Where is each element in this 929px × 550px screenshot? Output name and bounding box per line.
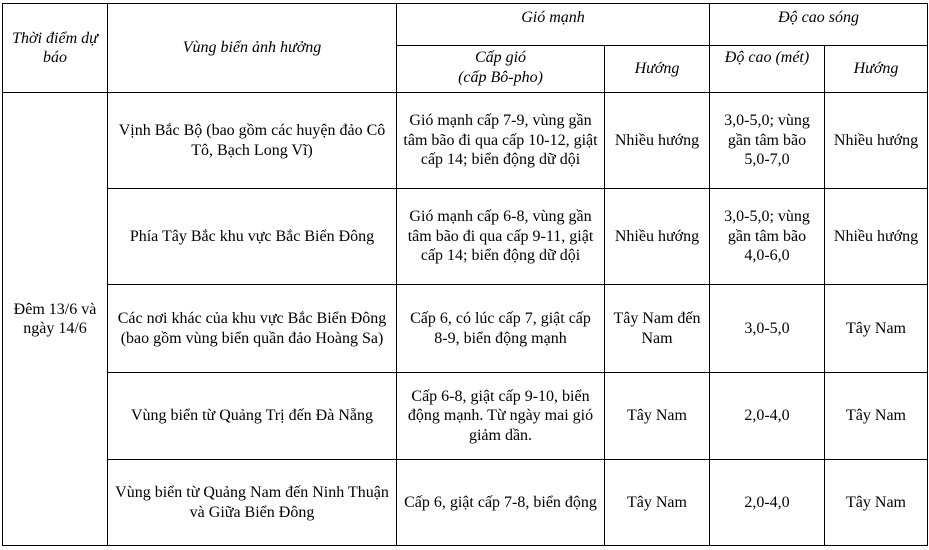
wave-direction-cell: Nhiều hướng (825, 189, 928, 285)
header-wind-direction (605, 46, 710, 93)
header-wave-direction (825, 46, 928, 93)
wind-level-cell: Gió mạnh cấp 6-8, vùng gần tâm bão đi qua cấp 9-11, giật cấp 14; biển động dữ dội (397, 189, 605, 285)
wave-height-cell: 3,0-5,0; vùng gần tâm bão 4,0-6,0 (710, 189, 825, 285)
header-wind-group-label: Gió mạnh (521, 9, 585, 26)
header-time-label: Thời điểm dự báo (12, 29, 98, 66)
wind-direction-cell: Tây Nam (605, 460, 710, 546)
table-row (3, 373, 928, 460)
header-wave-height-label: Độ cao (mét) (724, 49, 810, 66)
header-region-label: Vùng biển ảnh hưởng (182, 39, 322, 57)
header-wave-direction-label: Hướng (853, 60, 899, 78)
region-cell: Phía Tây Bắc khu vực Bắc Biển Đông (108, 189, 397, 285)
header-wave-height (710, 46, 825, 93)
region-cell: Vùng biển từ Quảng Nam đến Ninh Thuận và Giữa Biển Đông (108, 460, 397, 546)
wind-level-cell: Cấp 6-8, giật cấp 9-10, biển động mạnh. Từ ngày mai gió giảm dần. (397, 373, 605, 460)
header-wind-direction-label: Hướng (634, 60, 680, 78)
wave-height-cell: 2,0-4,0 (710, 460, 825, 546)
wave-direction-cell: Nhiều hướng (825, 93, 928, 189)
wind-level-cell: Cấp 6, giật cấp 7-8, biển động (397, 460, 605, 546)
wind-direction-cell: Nhiều hướng (605, 93, 710, 189)
time-label: Đêm 13/6 và ngày 14/6 (13, 300, 97, 337)
table-row (3, 285, 928, 373)
table-row (3, 93, 928, 189)
wave-direction-cell: Tây Nam (825, 460, 928, 546)
wind-direction-cell: Tây Nam (605, 373, 710, 460)
time-cell (3, 93, 108, 546)
header-wind-level-label: Cấp gió (474, 49, 527, 66)
header-wind-level (397, 46, 605, 93)
header-wave-group-label: Độ cao sóng (778, 9, 859, 26)
region-cell: Các nơi khác của khu vực Bắc Biển Đông (bao gồm vùng biển quần đảo Hoàng Sa) (108, 285, 397, 373)
sea-forecast-table (2, 3, 928, 546)
table-row (3, 460, 928, 546)
region-cell: Vịnh Bắc Bộ (bao gồm các huyện đảo Cô Tô, Bạch Long Vĩ) (108, 93, 397, 189)
wave-direction-cell: Tây Nam (825, 373, 928, 460)
wave-height-cell: 3,0-5,0 (710, 285, 825, 373)
wave-height-cell: 2,0-4,0 (710, 373, 825, 460)
table-row (3, 189, 928, 285)
wind-level-cell: Gió mạnh cấp 7-9, vùng gần tâm bão đi qua cấp 10-12, giật cấp 14; biển động dữ dội (397, 93, 605, 189)
wind-direction-cell: Tây Nam đến Nam (605, 285, 710, 373)
wave-direction-cell: Tây Nam (825, 285, 928, 373)
wind-level-cell: Cấp 6, có lúc cấp 7, giật cấp 8-9, biển động mạnh (397, 285, 605, 373)
header-wind-group (397, 4, 710, 46)
wave-height-cell: 3,0-5,0; vùng gần tâm bão 5,0-7,0 (710, 93, 825, 189)
wind-direction-cell: Nhiều hướng (605, 189, 710, 285)
header-wave-group (710, 4, 928, 46)
header-row-1 (3, 4, 928, 46)
region-cell: Vùng biển từ Quảng Trị đến Đà Nẵng (108, 373, 397, 460)
header-time (3, 4, 108, 93)
header-wind-level-scale: (cấp Bô-pho) (458, 68, 543, 86)
header-region (108, 4, 397, 93)
